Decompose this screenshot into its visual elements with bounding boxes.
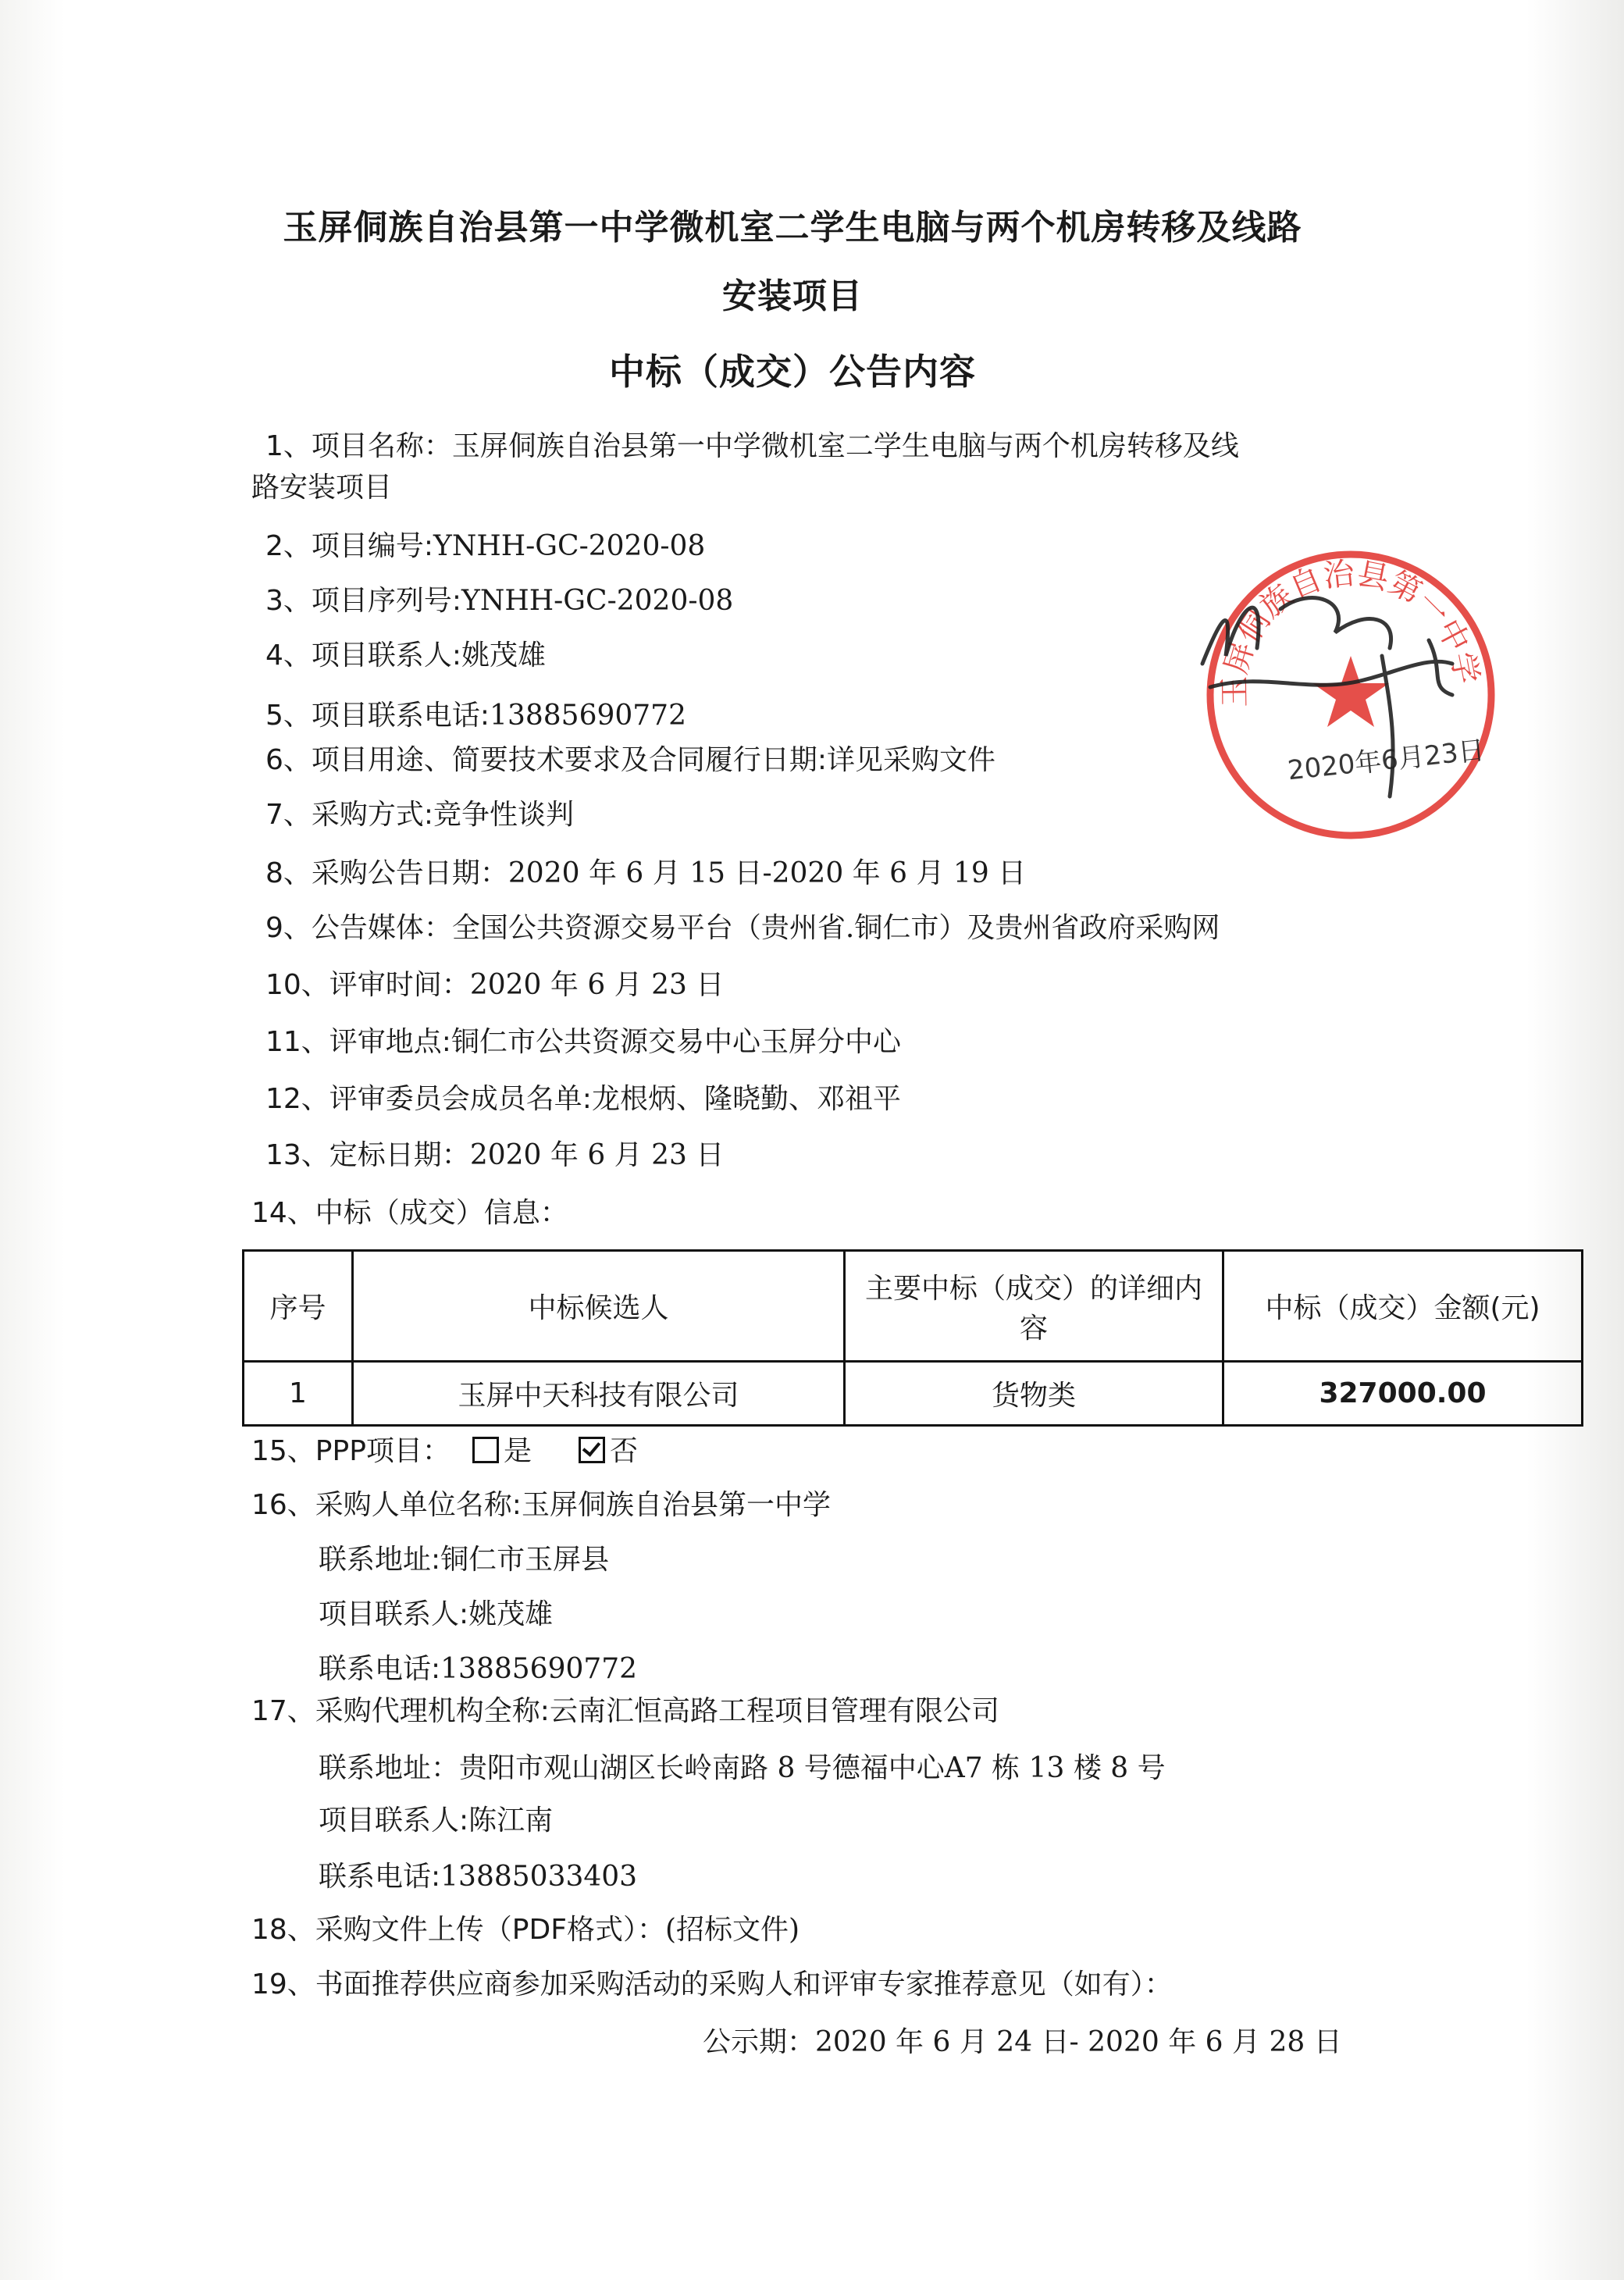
item-award-info: 14、中标（成交）信息： bbox=[251, 1197, 568, 1229]
cell-content: 货物类 bbox=[845, 1362, 1223, 1426]
award-table bbox=[242, 1249, 1583, 1427]
title-line-1: 玉屏侗族自治县第一中学微机室二学生电脑与两个机房转移及线路 bbox=[283, 208, 1302, 248]
item-file-upload: 18、采购文件上传（PDF格式）：(招标文件) bbox=[251, 1914, 800, 1946]
agency-address: 联系地址：贵阳市观山湖区长岭南路 8 号德福中心A7 栋 13 楼 8 号 bbox=[319, 1752, 1166, 1784]
header-serial: 序号 bbox=[244, 1251, 353, 1362]
header-content: 主要中标（成交）的详细内容 bbox=[845, 1251, 1223, 1362]
item-purchaser-name: 16、采购人单位名称:玉屏侗族自治县第一中学 bbox=[251, 1489, 831, 1521]
table-row bbox=[244, 1362, 1583, 1426]
item-project-contact: 4、项目联系人:姚茂雄 bbox=[265, 639, 547, 672]
item-announcement-date: 8、采购公告日期：2020 年 6 月 15 日-2020 年 6 月 19 日 bbox=[265, 857, 1027, 889]
header-amount: 中标（成交）金额(元) bbox=[1223, 1251, 1583, 1362]
svg-text:玉屏侗族自治县第一中学: 玉屏侗族自治县第一中学 bbox=[1216, 555, 1485, 708]
cell-candidate: 玉屏中天科技有限公司 bbox=[353, 1362, 845, 1426]
item-ppp: 15、PPP项目： 是 否 bbox=[251, 1435, 638, 1467]
official-seal-stamp bbox=[1195, 539, 1507, 851]
cell-serial: 1 bbox=[244, 1362, 353, 1426]
item-committee-members: 12、评审委员会成员名单:龙根炳、隆晓勤、邓祖平 bbox=[265, 1083, 901, 1115]
title-line-2: 安装项目 bbox=[722, 276, 863, 316]
header-candidate: 中标候选人 bbox=[353, 1251, 845, 1362]
item-announcement-media: 9、公告媒体：全国公共资源交易平台（贵州省.铜仁市）及贵州省政府采购网 bbox=[265, 912, 1220, 944]
checkbox-ppp-yes[interactable] bbox=[472, 1437, 499, 1463]
item-review-location: 11、评审地点:铜仁市公共资源交易中心玉屏分中心 bbox=[265, 1026, 901, 1058]
purchaser-phone: 联系电话:13885690772 bbox=[319, 1653, 638, 1685]
award-table-header-row bbox=[244, 1251, 1583, 1362]
announcement-heading: 中标（成交）公告内容 bbox=[609, 351, 976, 393]
agency-phone: 联系电话:13885033403 bbox=[319, 1861, 638, 1893]
purchaser-address: 联系地址:铜仁市玉屏县 bbox=[319, 1544, 610, 1576]
item-recommendation: 19、书面推荐供应商参加采购活动的采购人和评审专家推荐意见（如有）： bbox=[251, 1968, 1173, 2000]
item-project-usage: 6、项目用途、简要技术要求及合同履行日期:详见采购文件 bbox=[265, 744, 996, 776]
item-project-code: 2、项目编号:YNHH-GC-2020-08 bbox=[265, 530, 706, 562]
cell-amount: 327000.00 bbox=[1223, 1362, 1583, 1426]
item-project-name: 1、项目名称：玉屏侗族自治县第一中学微机室二学生电脑与两个机房转移及线 bbox=[265, 430, 1239, 462]
item-project-phone: 5、项目联系电话:13885690772 bbox=[265, 700, 686, 732]
signature-date: 2020年6月23日 bbox=[1286, 735, 1487, 787]
item-award-date: 13、定标日期：2020 年 6 月 23 日 bbox=[265, 1139, 725, 1171]
publicity-period: 公示期：2020 年 6 月 24 日- 2020 年 6 月 28 日 bbox=[703, 2026, 1342, 2058]
item-project-name-cont: 路安装项目 bbox=[251, 472, 393, 504]
purchaser-contact: 项目联系人:姚茂雄 bbox=[319, 1598, 554, 1630]
item-review-time: 10、评审时间：2020 年 6 月 23 日 bbox=[265, 969, 725, 1001]
agency-contact: 项目联系人:陈江南 bbox=[319, 1804, 554, 1836]
item-agency-name: 17、采购代理机构全称:云南汇恒高路工程项目管理有限公司 bbox=[251, 1695, 999, 1727]
item-procurement-method: 7、采购方式:竞争性谈判 bbox=[265, 799, 575, 831]
item-project-serial: 3、项目序列号:YNHH-GC-2020-08 bbox=[265, 585, 734, 617]
checkbox-ppp-no[interactable] bbox=[579, 1437, 605, 1463]
